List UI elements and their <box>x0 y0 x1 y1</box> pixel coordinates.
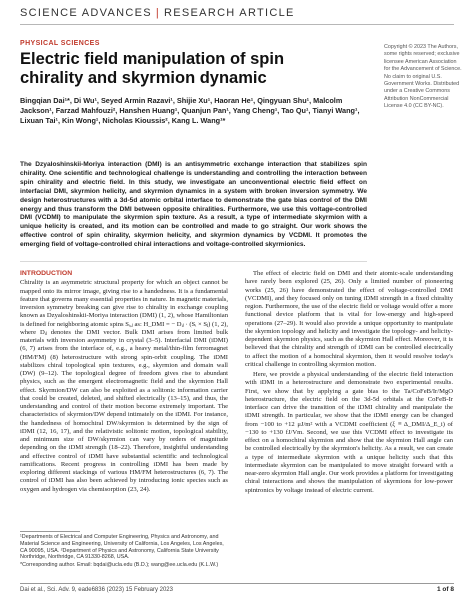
body-paragraph-3: Here, we provide a physical understanding of the electric field interaction with iDMI in a heterostructure and demonstrate two experimental results. First, we show that by applying a gate bias to the Ta/CoFeB/Ir/MgO heterostructure, the electric field on the 3d-5d orbitals at the CoFeB-Ir interface can drive the transition of the iDMI chirality and manipulate the iDMI strength. In particular, we show that the iDMI energy can be changed from −100 to +12 μJ/m² with a VCDMI coefficient (ξ ≡ Δ_DMI/Δ_E_i) of −130 to +130 fJ/Vm. Second, we use this VCDMI effect to investigate its effect on a homochiral skyrmion and show that the skyrmion Hall angle can be controlled electrically by the skyrmion's helicity. As a result, we can create a type of intermediate skyrmion with a unique helicity such that this intermediate skyrmion can be manipulated to move straight forward with a near-zero skyrmion Hall angle. Our work provides a platform for investigating chiral interactions and shows the manipulation of skyrmions for low-power spintronics by voltage instead of electric current. <box>245 371 453 494</box>
journal-name: SCIENCE ADVANCES <box>20 7 152 19</box>
header-divider <box>20 24 454 25</box>
body-paragraph-2: The effect of electric field on DMI and their atomic-scale understanding have rarely been explored (25, 26). Only a limited number of pioneering works (25, 26) have demonstrated the effect of voltage-controlled DMI (VCDMI), and they focused only on tuning iDMI strength in a fixed chirality region. Furthermore, the use of the electric field or voltage would offer a more functional device platform that is vital for low-energy and high-speed operations (27–29). It would also provide a unique opportunity to manipulate the skyrmion topology and helicity and investigate the topology- and helicity-dependent skyrmion physics, such as the skyrmion Hall effect. Moreover, it is believed that the chirality and strength of iDMI can be controlled electrically to affect the motion of a homochiral skyrmion, then it would resolve today's critical challenge in controlling skyrmion motion. <box>245 270 453 368</box>
journal-header <box>20 7 295 19</box>
author-list: Bingqian Dai¹*, Di Wu¹, Seyed Armin Razavi¹, Shijie Xu¹, Haoran He¹, Qingyuan Shu¹, Malcolm Jackson¹, Farzad Mahfouzi², Hanshen Huang¹, Quanjun Pan¹, Yang Cheng¹, Tao Qu¹, Tianyi Wang¹, Lixuan Tai¹, Kin Wong¹, Nicholas Kioussis², Kang L. Wang¹* <box>20 96 360 125</box>
copyright-notice: Copyright © 2023 The Authors, some rights reserved; exclusive licensee American Association for the Advancement of Science. No claim to original U.S. Government Works. Distributed under a Creative Commons Attribution NonCommercial License 4.0 (CC BY-NC). <box>384 44 462 110</box>
right-column <box>245 270 453 497</box>
affiliation-text: ¹Departments of Electrical and Computer Engineering, Physics and Astronomy, and Material Science and Engineering, University of California, Los Angeles, Los Angeles, CA 90095, USA. ²Department of Physics and Astronomy, California State University Northridge, Northridge, CA 91330-8268, USA. <box>20 534 224 561</box>
footer-citation: Dai et al., Sci. Adv. 9, eade6836 (2023) 15 February 2023 <box>20 587 173 593</box>
intro-paragraph-1: Chirality is an asymmetric structural property for which an object cannot be mapped onto its mirror image, giving rise to a handedness. It is a fundamental feature that governs many essential properties in nature. In magnetic materials, inversion symmetry breaking can give rise to chirality in exchange coupling known as Dzyaloshinskii-Moriya interaction (DMI) (1, 2), whose Hamiltonian is defined for neighboring atomic spins Sᵢ,ⱼ as: H_DMI = − Dᵢⱼ · (Sᵢ × Sⱼ) (1, 2), where Dᵢⱼ denotes the DMI vector. Bulk DMI arises from limited bulk materials with inversion asymmetry in crystal (3–5). Interfacial DMI (iDMI) (6, 7) arises from the interface of, e.g., a heavy metal/thin-film ferromagnet (HM/FM) (8) heterostructure with strong spin-orbit coupling. The iDMI stabilizes chiral topological spin textures, e.g., skyrmion and domain wall (DW) (9–12). The topological degree of freedom gives rise to abundant physics, such as the emergent electromagnetic field and the skyrmion Hall effect. Skyrmion/DW can also be exploited as a solitonic information carrier that could be created, deleted, and shifted electrically (13–15), and thus, the understanding and control of their motion become extremely important. The characteristics of skyrmion/DW depend intimately on the iDMI. For instance, the handedness of homochiral DW/skyrmion is determined by the sign of iDMI (12, 16, 17), and the relativistic solitonic motion, topological stability, and minimum size of DW/skyrmion can vary by orders of magnitude depending on the iDMI strength (18–22). Therefore, insightful understanding and effective control of iDMI have substantial scientific and technological ramifications. Recent progress in controlling iDMI has been made by exploring different stackings of various HM/FM heterostructures (6, 7). The control of iDMI has also been achieved by introducing ionic species such as oxygen and hydrogen via chemisorption (23, 24). <box>20 279 228 493</box>
affiliations <box>20 534 228 570</box>
abstract: The Dzyaloshinskii-Moriya interaction (DMI) is an antisymmetric exchange interaction that stabilizes spin chirality. One scientific and technological challenge is understanding and controlling the interaction between spin chirality and electric field. In this study, we investigate an unconventional electric field effect on interfacial DMI, skyrmion helicity, and skyrmion dynamics in a system with broken inversion symmetry. We design heterostructures with a 3d-5d atomic orbital interface to demonstrate the gate bias control of the DMI energy and thus transform the DMI between opposite chiralities. Furthermore, we use this voltage-controlled DMI (VCDMI) to manipulate the skyrmion spin texture. As a result, a type of intermediate skyrmion with a unique helicity is created, and its motion can be controlled and made to go straight. Our work shows the effective control of spin chirality, skyrmion helicity, and skyrmion dynamics by VCDMI. It promotes the emerging field of voltage-controlled chiral interactions and voltage-controlled skyrmionics. <box>20 161 367 249</box>
abstract-divider <box>20 261 367 262</box>
affiliation-divider <box>20 531 80 532</box>
left-column <box>20 270 228 496</box>
section-tag: PHYSICAL SCIENCES <box>20 40 100 47</box>
copyright-sidebar <box>384 44 462 118</box>
article-type: RESEARCH ARTICLE <box>164 7 295 19</box>
corresponding-author: *Corresponding author. Email: bqdai@ucla.edu (B.D.); wang@ee.ucla.edu (K.L.W.) <box>20 562 219 569</box>
header-separator: | <box>155 7 161 19</box>
footer-divider <box>20 583 454 584</box>
article-title: Electric field manipulation of spin chirality and skyrmion dynamic <box>20 50 285 87</box>
page-number: 1 of 8 <box>437 586 454 593</box>
introduction-heading: INTRODUCTION <box>20 270 73 277</box>
